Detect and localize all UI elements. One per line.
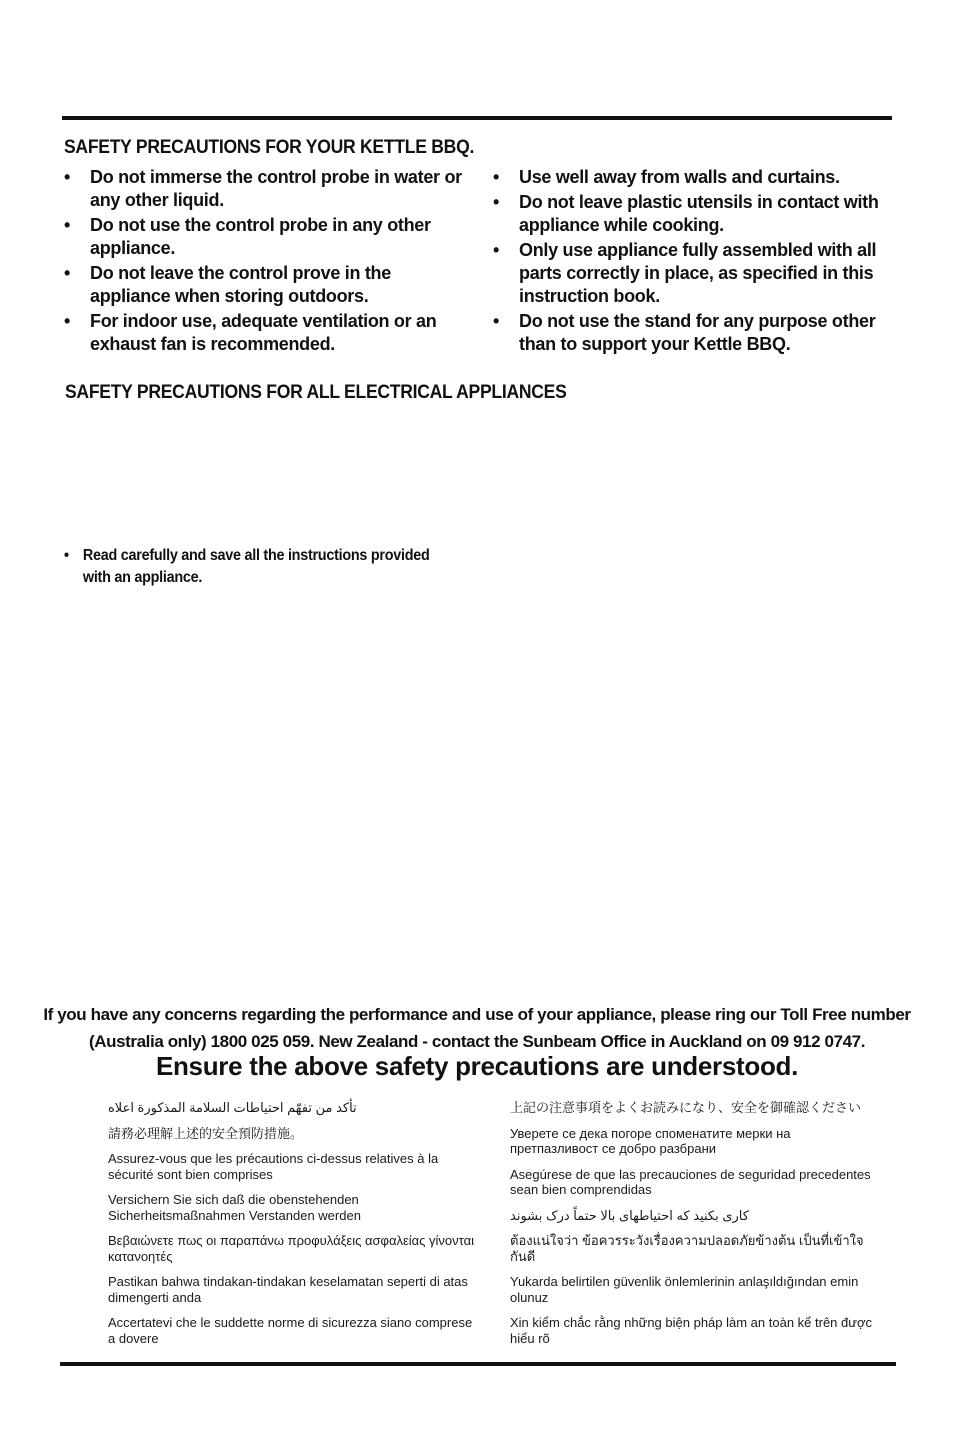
list-item: • Do not leave plastic utensils in contact with appliance while cooking. <box>493 191 893 237</box>
translation-japanese: 上記の注意事項をよくお読みになり、安全を御確認ください <box>510 1100 862 1115</box>
translation-vietnamese: Xin kiểm chắc rằng những biện pháp làm an toàn kể trên được hiểu rõ <box>510 1315 872 1346</box>
kettle-precautions-right-list <box>493 166 893 358</box>
list-item: • Do not immerse the control probe in water or any other liquid. <box>64 166 474 212</box>
translation-chinese: 請務必理解上述的安全預防措施。 <box>108 1125 304 1141</box>
translation-persian: کاری بکنید که احتیاطهای بالا حتماً درک بشوند <box>510 1207 749 1223</box>
electrical-precautions-heading: SAFETY PRECAUTIONS FOR ALL ELECTRICAL APPLIANCES <box>65 381 567 403</box>
translation-indonesian: Pastikan bahwa tindakan-tindakan keselamatan seperti di atas dimengerti anda <box>108 1274 468 1305</box>
list-item: • Only use appliance fully assembled with all parts correctly in place, as specified in this instruction book. <box>493 239 893 308</box>
list-item: • Do not use the stand for any purpose other than to support your Kettle BBQ. <box>493 310 893 356</box>
translations-right-list <box>510 1100 880 1356</box>
top-rule <box>62 116 892 120</box>
translation-spanish: Asegúrese de que las precauciones de seguridad precedentes sean bien comprendidas <box>510 1166 871 1197</box>
list-item: • Read carefully and save all the instructions provided with an appliance. <box>64 545 461 589</box>
kettle-precautions-left-list <box>64 166 474 358</box>
list-item: • Do not leave the control prove in the appliance when storing outdoors. <box>64 262 474 308</box>
translation-turkish: Yukarda belirtilen güvenlik önlemlerinin anlaşıldığından emin olunuz <box>510 1274 859 1305</box>
ensure-statement: Ensure the above safety precautions are understood. <box>155 1051 799 1081</box>
bottom-rule <box>60 1362 896 1366</box>
electrical-precautions-list <box>64 545 444 591</box>
list-item: • Use well away from walls and curtains. <box>493 166 893 189</box>
list-item: • For indoor use, adequate ventilation or an exhaust fan is recommended. <box>64 310 474 356</box>
list-item: • Do not use the control probe in any other appliance. <box>64 214 474 260</box>
kettle-precautions-heading: SAFETY PRECAUTIONS FOR YOUR KETTLE BBQ. <box>64 136 475 158</box>
translations-left-list <box>108 1100 478 1356</box>
translation-thai: ต้องแน่ใจว่า ข้อควรระวังเรื่องความปลอดภัยข้างต้น เป็นที่เข้าใจกันดี <box>510 1233 864 1264</box>
contact-notice: If you have any concerns regarding the performance and use of your appliance, please ring our Toll Free number (Australia only) 1800 025 059. New Zealand - contact the Sunbeam Office in Auckland on 09 912 0747. <box>43 1005 911 1051</box>
translation-italian: Accertatevi che le suddette norme di sicurezza siano comprese a dovere <box>108 1315 473 1346</box>
translation-greek: Βεβαιώνετε πως οι παραπάνω προφυλάξεις ασφαλείας γίνονται κατανοητές <box>108 1233 475 1264</box>
translation-french: Assurez-vous que les précautions ci-dessus relatives à la sécurité sont bien comprises <box>108 1151 439 1182</box>
translation-german: Versichern Sie sich daß die obenstehenden Sicherheitsmaßnahmen Verstanden werden <box>108 1192 361 1223</box>
translation-arabic: تأكد من تفهّم احتياطات السلامة المذكورة اعلاه <box>108 1100 357 1115</box>
translation-macedonian: Уверете се дека погоре споменатите мерки на претпазливост се добро разбрани <box>510 1125 791 1156</box>
